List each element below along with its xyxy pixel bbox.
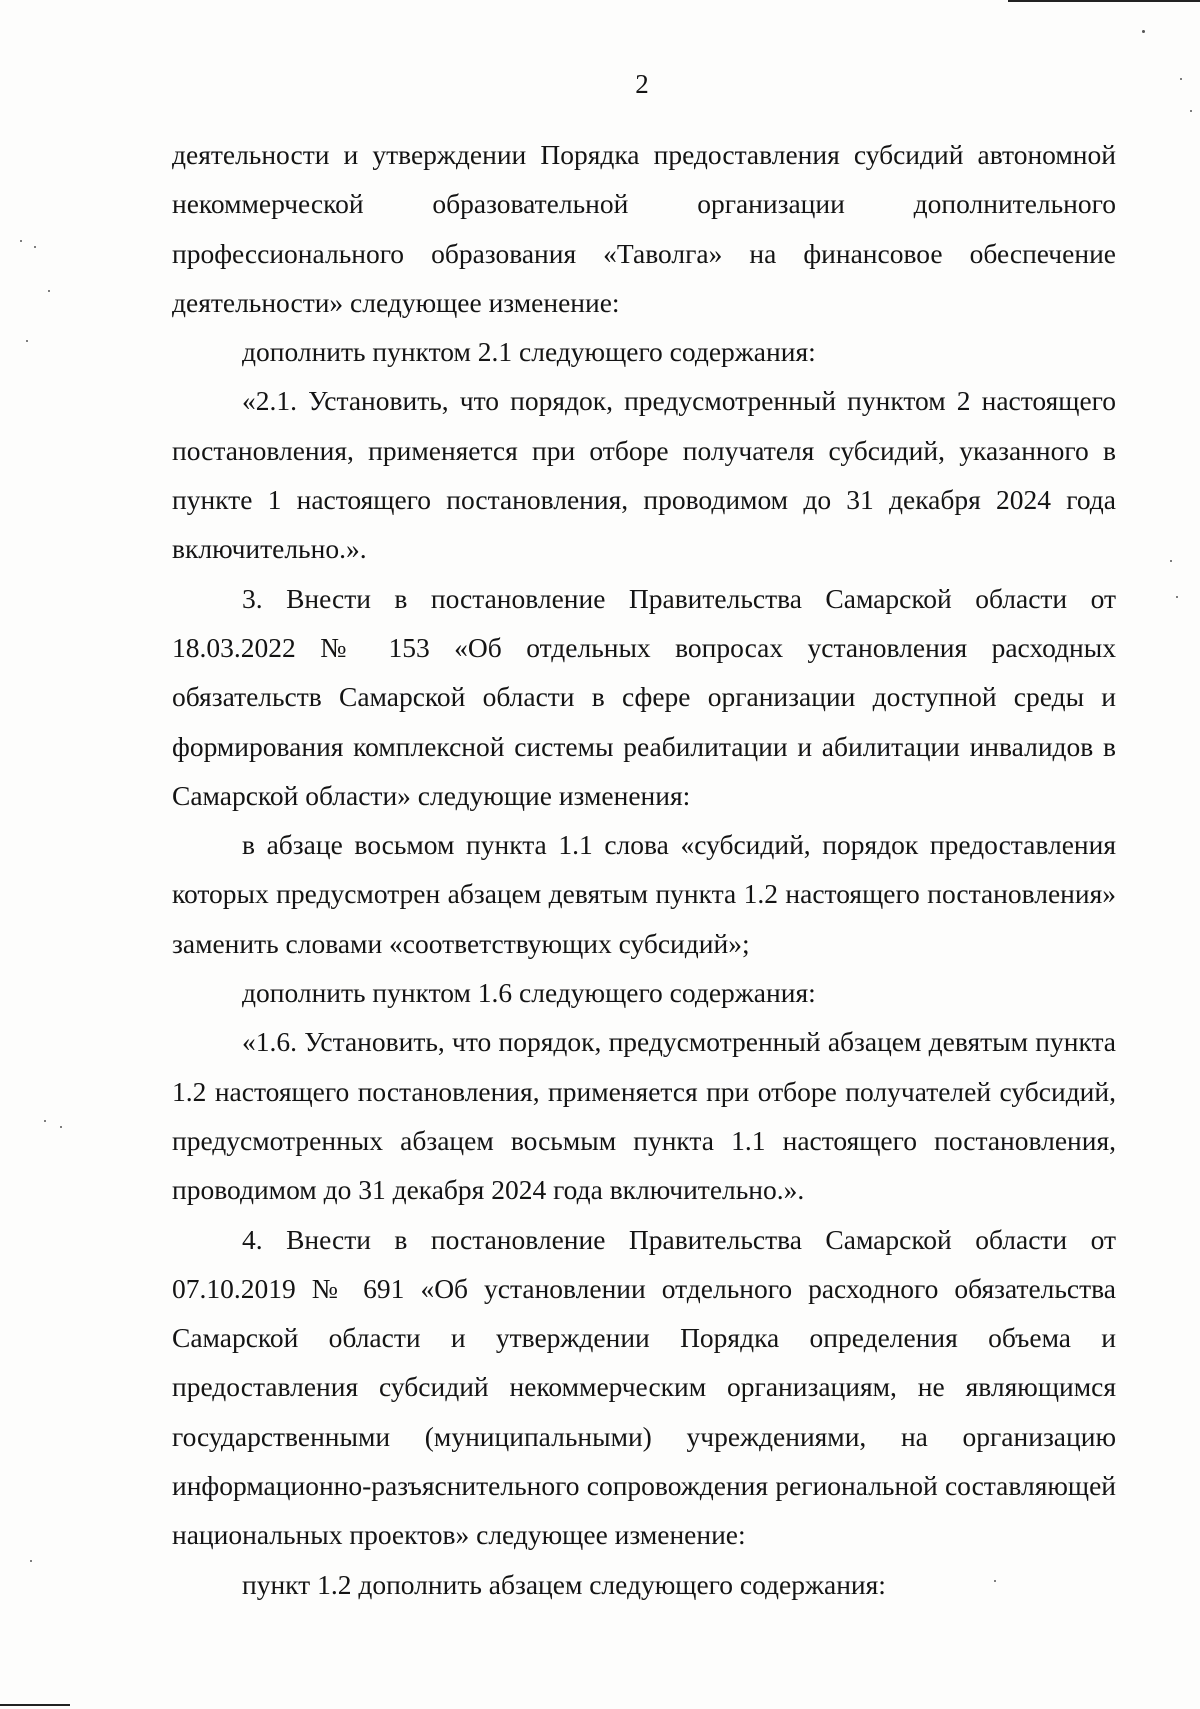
paragraph-amend-1-2: пункт 1.2 дополнить абзацем следующего содержания:: [242, 1568, 886, 1600]
paragraph-continuation: деятельности и утверждении Порядка предоставления субсидий автономной некоммерческой образовательной организации дополнительного профессионального образования «Таволга» на финансовое обеспечение деятельности» следующее изменение:: [172, 139, 1116, 318]
paragraph-item-3: 3. Внести в постановление Правительства Самарской области от 18.03.2022 № 153 «Об отдельных вопросах установления расходных обязательств Самарской области в сфере организации доступной среды и формирования комплексной системы реабилитации и абилитации инвалидов в Самарской области» следующие изменения:: [172, 582, 1116, 811]
scan-speck: [1170, 560, 1172, 562]
scan-speck: [60, 1126, 62, 1128]
paragraph-clause-2-1: «2.1. Установить, что порядок, предусмотренный пунктом 2 настоящего постановления, применяется при отборе получателя субсидий, указанного в пункте 1 настоящего постановления, проводимом до 31 декабря 2024 года включительно.».: [172, 385, 1116, 565]
scan-speck: [1190, 110, 1192, 112]
paragraph-clause-1-6: «1.6. Установить, что порядок, предусмотренный абзацем девятым пункта 1.2 настоящего постановления, применяется при отборе получателей субсидий, предусмотренных абзацем восьмым пункта 1.1 настоящего постановления, проводимом до 31 декабря 2024 года включительно.».: [172, 1026, 1116, 1206]
scan-speck: [34, 246, 36, 248]
scan-speck: [1176, 596, 1178, 598]
scan-speck: [20, 240, 22, 242]
paragraph-add-clause-1-6: дополнить пунктом 1.6 следующего содержания:: [242, 977, 816, 1009]
scan-speck: [26, 340, 28, 342]
document-body: [172, 130, 1116, 1609]
scan-speck: [1180, 78, 1182, 80]
scan-edge-mark-bottom: [0, 1704, 70, 1706]
scan-speck: [44, 1120, 46, 1122]
scan-edge-mark-top: [1008, 0, 1200, 2]
page-number: 2: [635, 69, 649, 99]
scan-speck: [48, 290, 50, 292]
paragraph-item-4: 4. Внести в постановление Правительства Самарской области от 07.10.2019 № 691 «Об установлении отдельного расходного обязательства Самарской области и утверждении Порядка определения объема и предоставления субсидий некоммерческим организациям, не являющимся государственными (муниципальными) учреждениями, на организацию информационно-разъяснительного сопровождения региональной составляющей национальных проектов» следующее изменение:: [172, 1223, 1116, 1551]
paragraph-amend-1-1: в абзаце восьмом пункта 1.1 слова «субсидий, порядок предоставления которых предусмотрен абзацем девятым пункта 1.2 настоящего постановления» заменить словами «соответствующих субсидий»;: [172, 829, 1116, 959]
scan-speck: [1142, 30, 1145, 33]
paragraph-add-clause-2-1: дополнить пунктом 2.1 следующего содержания:: [242, 336, 816, 368]
scan-speck: [994, 1580, 996, 1582]
scan-speck: [30, 1560, 32, 1562]
